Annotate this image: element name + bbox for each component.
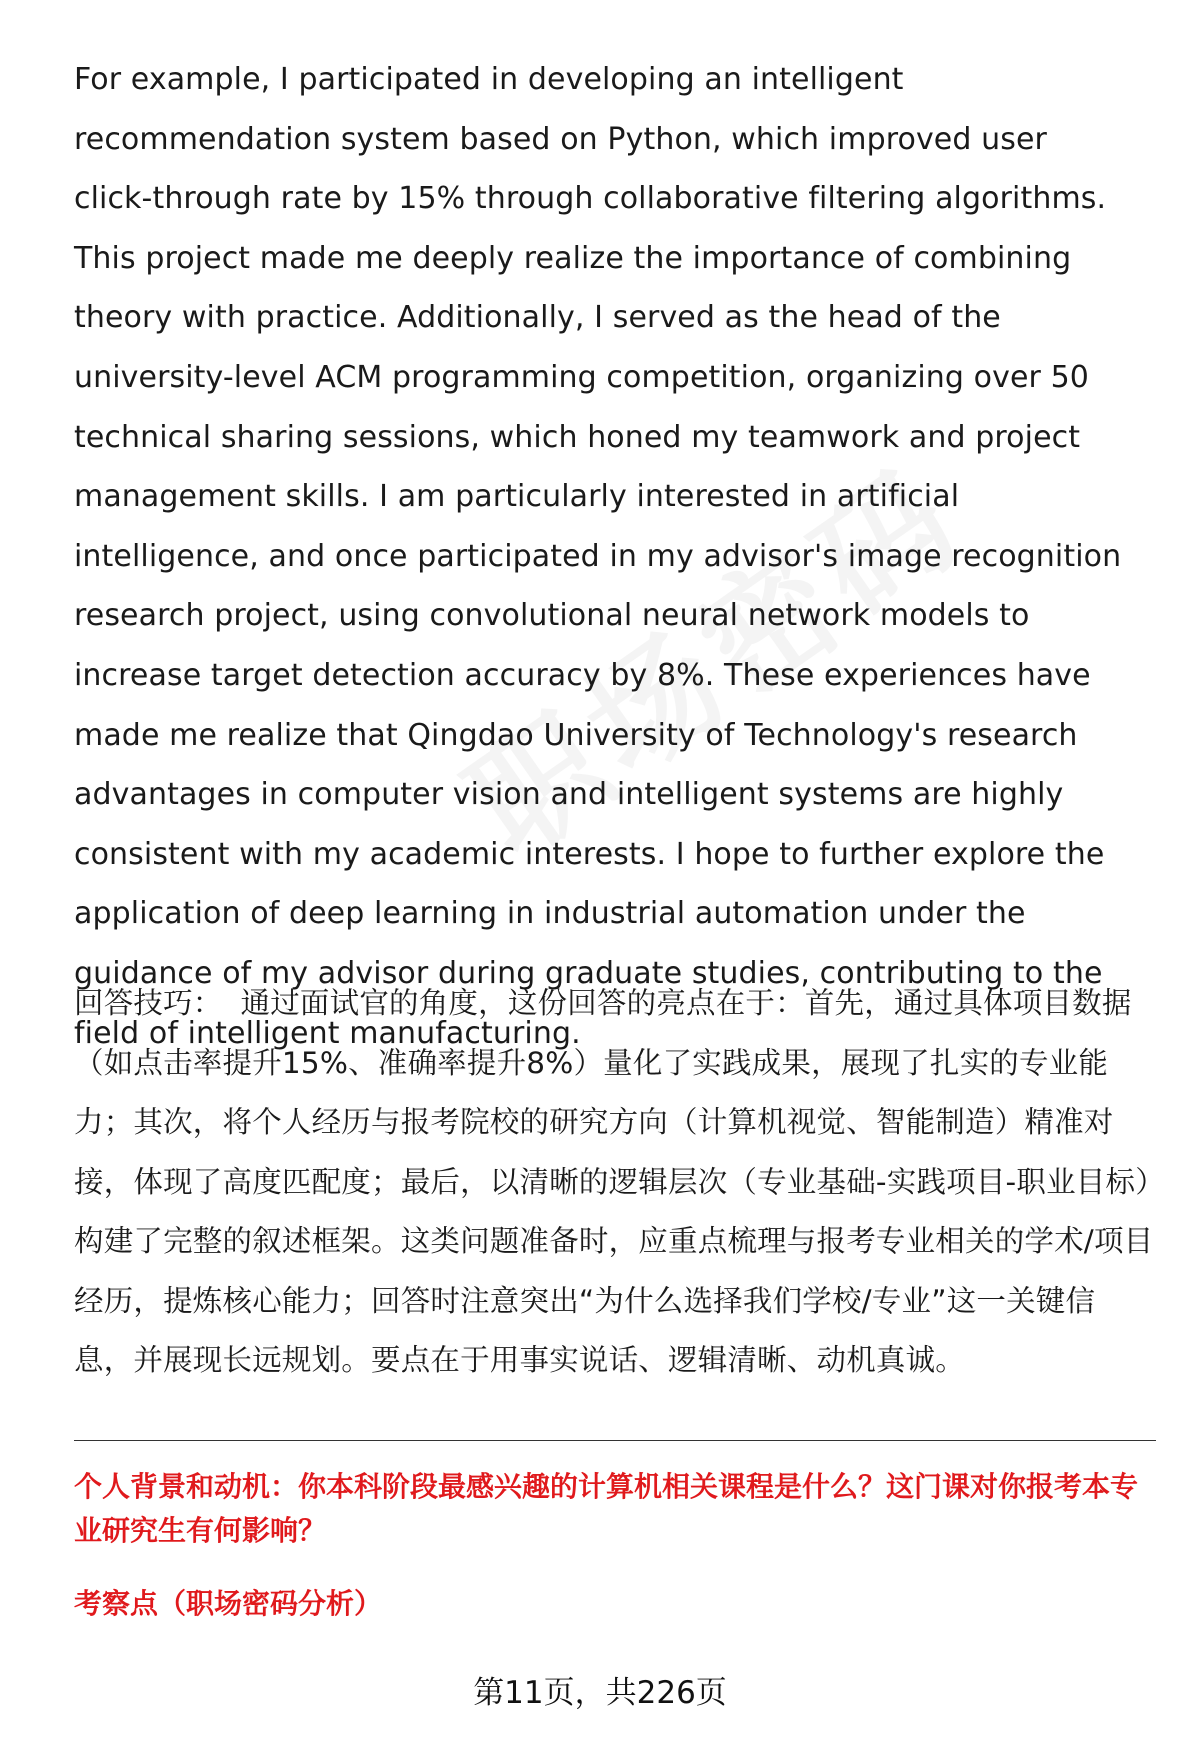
analysis-heading: 考察点（职场密码分析） [74, 1587, 383, 1620]
tips-text: 通过面试官的角度，这份回答的亮点在于：首先，通过具体项目数据（如点击率提升15%、准确率提升8%）量化了实践成果，展现了扎实的专业能力；其次，将个人经历与报考院校的研究方向（计算机视觉、智能制造）精准对接，体现了高度匹配度；最后，以清晰的逻辑层次（专业基础-实践项目-职业目标）构建了完整的叙述框架。这类问题准备时，应重点梳理与报考专业相关的学术/项目经历，提炼核心能力；回答时注意突出“为什么选择我们学校/专业”这一关键信息，并展现长远规划。要点在于用事实说话、逻辑清晰、动机真诚。 [74, 986, 1154, 1377]
page-number: 第11页，共226页 [473, 1675, 727, 1711]
tips-paragraph [74, 974, 1154, 1391]
answer-paragraph: For example, I participated in developing an intelligent recommendation system based on Python, which improved user click-through rate by 15% through collaborative filtering algorithms. This project made me deeply realize the importance of combining theory with practice. Additionally, I served as the head of the university-level ACM programming competition, organizing over 50 technical sharing sessions, which honed my teamwork and project management skills. I am particularly interested in artificial intelligence, and once participated in my advisor's image recognition research project, using convolutional neural network models to increase target detection accuracy by 8%. These experiences have made me realize that Qingdao University of Technology's research advantages in computer vision and intelligent systems are highly consistent with my academic interests. I hope to further explore the application of deep learning in industrial automation under the guidance of my advisor during graduate studies, contributing to the field of intelligent manufacturing. [74, 62, 1122, 1051]
tips-label: 回答技巧： [74, 986, 223, 1020]
section-divider [74, 1440, 1156, 1441]
question-heading: 个人背景和动机：你本科阶段最感兴趣的计算机相关课程是什么？这门课对你报考本专业研究生有何影响？ [74, 1470, 1139, 1547]
